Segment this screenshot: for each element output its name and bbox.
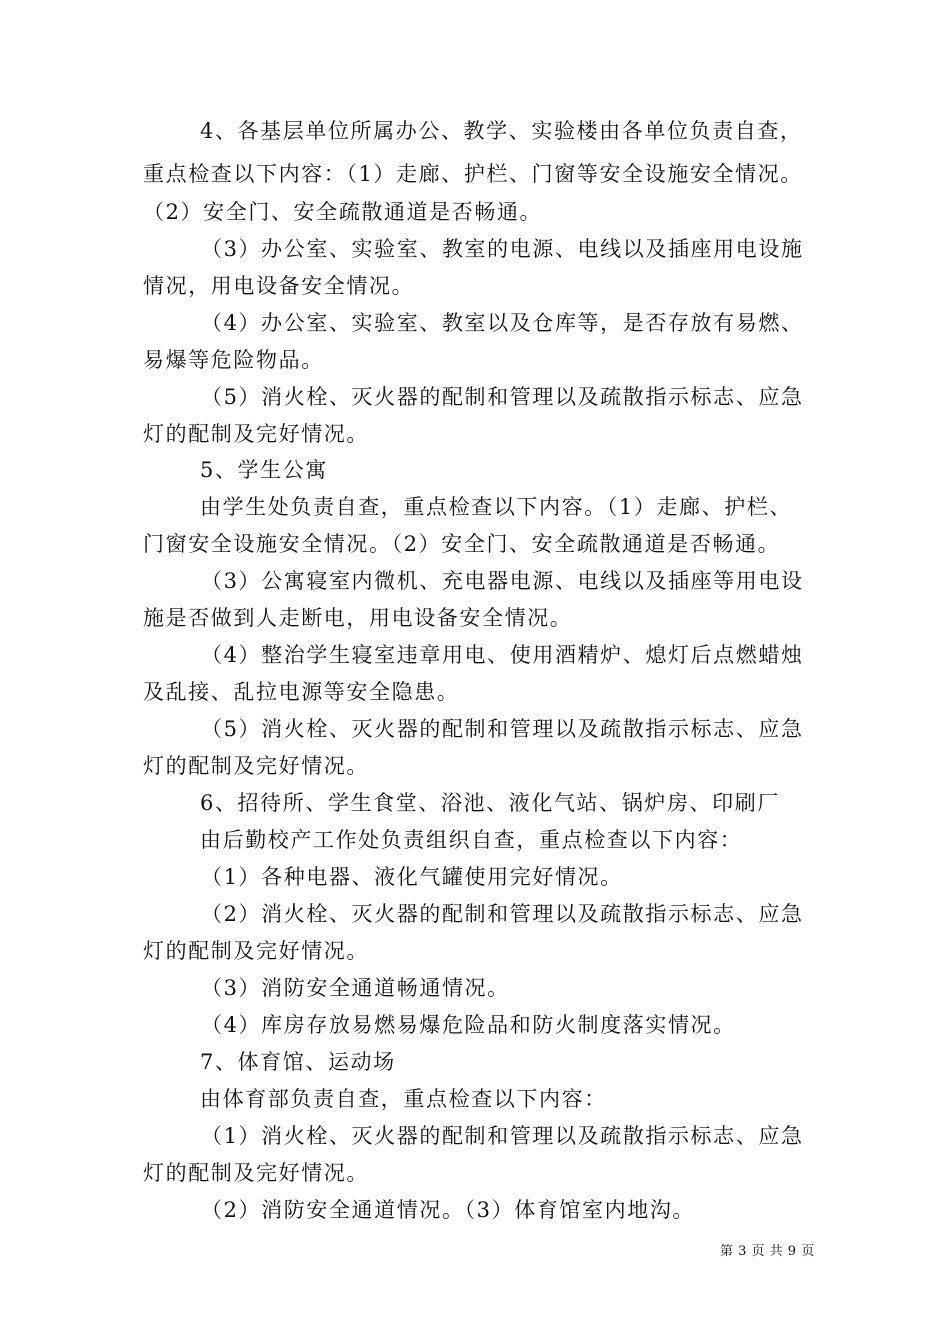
text-line: （1）各种电器、液化气罐使用完好情况。: [201, 865, 623, 889]
text-line: 灯的配制及完好情况。: [143, 1161, 369, 1185]
page-number-footer: 第 3 页 共 9 页: [720, 1244, 815, 1259]
text-line: （3）消防安全通道畅通情况。: [201, 976, 510, 1000]
section-heading: 5、学生公寓: [200, 458, 328, 482]
section-heading: 7、体育馆、运动场: [200, 1050, 396, 1074]
text-line: （4）库房存放易燃易爆危险品和防火制度落实情况。: [201, 1013, 736, 1037]
text-line: （4）办公室、实验室、教室以及仓库等，是否存放有易燃、: [201, 311, 804, 335]
text-line: （2）安全门、安全疏散通道是否畅通。: [143, 200, 543, 224]
text-line: 灯的配制及完好情况。: [143, 754, 369, 778]
text-line: 门窗安全设施安全情况。（2）安全门、安全疏散通道是否畅通。: [143, 532, 781, 556]
text-line: 易爆等危险物品。: [143, 348, 324, 372]
text-line: （3）公寓寝室内微机、充电器电源、电线以及插座等用电设: [201, 569, 804, 593]
text-line: 由学生处负责自查，重点检查以下内容。（1）走廊、护栏、: [200, 495, 793, 519]
text-line: （4）整治学生寝室违章用电、使用酒精炉、熄灯后点燃蜡烛: [201, 643, 804, 667]
text-line: （1）消火栓、灭火器的配制和管理以及疏散指示标志、应急: [201, 1124, 804, 1148]
text-line: 4、各基层单位所属办公、教学、实验楼由各单位负责自查，: [200, 119, 803, 143]
text-line: 由后勤校产工作处负责组织自查，重点检查以下内容：: [200, 828, 743, 852]
text-line: 及乱接、乱拉电源等安全隐患。: [143, 680, 460, 704]
text-line: 灯的配制及完好情况。: [143, 422, 369, 446]
text-line: 灯的配制及完好情况。: [143, 939, 369, 963]
text-line: （2）消防安全通道情况。（3）体育馆室内地沟。: [201, 1198, 696, 1222]
text-line: 重点检查以下内容：（1）走廊、护栏、门窗等安全设施安全情况。: [143, 162, 803, 186]
text-line: （3）办公室、实验室、教室的电源、电线以及插座用电设施: [201, 237, 804, 261]
text-line: 情况，用电设备安全情况。: [143, 274, 415, 298]
text-line: 由体育部负责自查，重点检查以下内容：: [200, 1087, 607, 1111]
text-line: （2）消火栓、灭火器的配制和管理以及疏散指示标志、应急: [201, 902, 804, 926]
section-heading: 6、招待所、学生食堂、浴池、液化气站、锅炉房、印刷厂: [200, 791, 780, 815]
text-line: （5）消火栓、灭火器的配制和管理以及疏散指示标志、应急: [201, 717, 804, 741]
text-line: 施是否做到人走断电，用电设备安全情况。: [143, 606, 573, 630]
text-line: （5）消火栓、灭火器的配制和管理以及疏散指示标志、应急: [201, 385, 804, 409]
